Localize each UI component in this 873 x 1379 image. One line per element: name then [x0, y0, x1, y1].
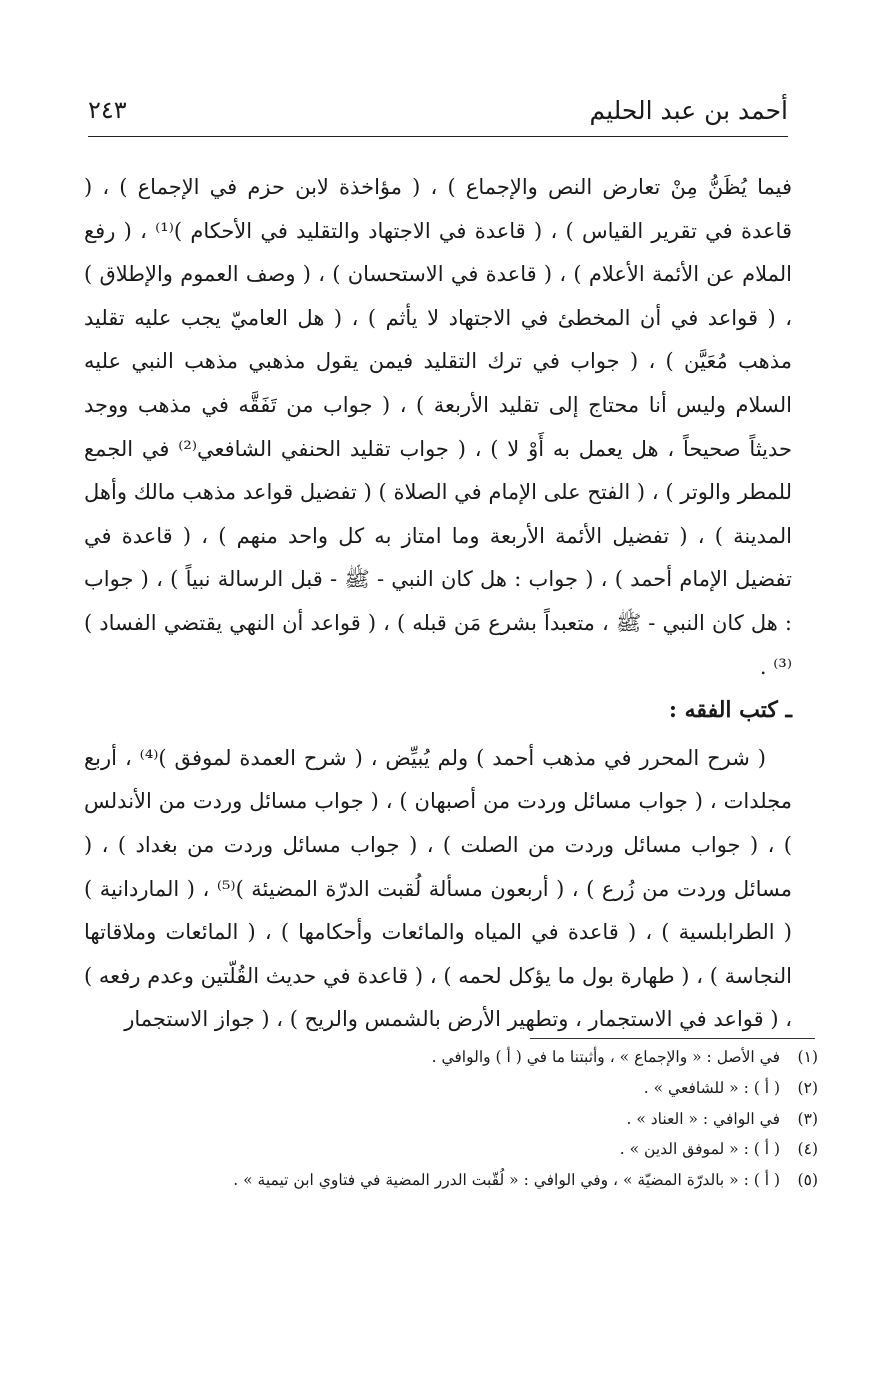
section-heading: ـ كتب الفقه :: [668, 697, 792, 724]
footnote-text: ( أ ) : « للشافعي » .: [643, 1078, 780, 1097]
footnote-text: ( أ ) : « لموفق الدين » .: [619, 1140, 780, 1159]
footnote-rule: [530, 1038, 815, 1039]
footnote-text: في الأصل : « والإجماع » ، وأثبتنا ما في ( أ ) والوافي .: [431, 1048, 780, 1066]
footnote: [150, 1073, 818, 1104]
footnote: [150, 1134, 818, 1165]
footnotes: [150, 1042, 818, 1196]
footnote-number: (٢): [797, 1078, 818, 1097]
footnote-text: ( أ ) : « بالدرّة المضيّة » ، وفي الوافي : « لُقّبت الدرر المضية في فتاوي ابن تيمية » .: [233, 1171, 780, 1190]
footnote-text: في الوافي : « العناد » .: [626, 1109, 780, 1128]
page-number: ٢٤٣: [88, 96, 127, 124]
footnote: [150, 1165, 818, 1196]
page-header: [88, 96, 788, 130]
running-title: أحمد بن عبد الحليم: [589, 96, 788, 125]
paragraph: فيما يُظَنُّ مِنْ تعارض النص والإجماع ) ، ( مؤاخذة لابن حزم في الإجماع ) ، ( قاعدة في تقرير القياس ) ، ( قاعدة في الاجتهاد والتقليد في الأحكام )⁽¹⁾ ، ( رفع الملام عن الأئمة الأعلام ) ، ( قاعدة في الاستحسان ) ، ( وصف العموم والإطلاق ) ، ( قواعد في أن المخطئ في الاجتهاد لا يأثم ) ، ( هل العاميّ يجب عليه تقليد مذهب مُعَيَّن ) ، ( جواب في ترك التقليد فيمن يقول مذهبي مذهب النبي عليه السلام وليس أنا محتاج إلى تقليد الأربعة ) ، ( جواب من تَفَقَّه في مذهب ووجد حديثاً صحيحاً ، هل يعمل به أَوْ لا ) ، ( جواب تقليد الحنفي الشافعي⁽²⁾ في الجمع للمطر والوتر ) ، ( الفتح على الإمام في الصلاة ) ( تفضيل قواعد مذهب مالك وأهل المدينة ) ، ( تفضيل الأئمة الأربعة وما امتاز به كل واحد منهم ) ، ( قاعدة في تفضيل الإمام أحمد ) ، ( جواب : هل كان النبي - ﷺ - قبل الرسالة نبياً ) ، ( جواب : هل كان النبي - ﷺ ، متعبداً بشرع مَن قبله ) ، ( قواعد أن النهي يقتضي الفساد )⁽³⁾ .: [84, 175, 793, 679]
paragraph: ( شرح المحرر في مذهب أحمد ) ولم يُبيِّض ، ( شرح العمدة لموفق )⁽⁴⁾ ، أربع مجلدات ، ( جواب مسائل وردت من أصبهان ) ، ( جواب مسائل وردت من الأندلس ) ، ( جواب مسائل وردت من الصلت ) ، ( جواب مسائل وردت من بغداد ) ، ( مسائل وردت من زُرع ) ، ( أربعون مسألة لُقبت الدرّة المضيئة )⁽⁵⁾ ، ( الماردانية ) ( الطرابلسية ) ، ( قاعدة في المياه والمائعات وأحكامها ) ، ( المائعات وملاقاتها النجاسة ) ، ( طهارة بول ما يؤكل لحمه ) ، ( قاعدة في حديث القُلّتين وعدم رفعه ) ، ( قواعد في الاستجمار ، وتطهير الأرض بالشمس والريح ) ، ( جواز الاستجمار: [84, 745, 793, 1032]
footnote-number: (١): [797, 1048, 818, 1066]
footnote: [150, 1042, 818, 1073]
header-rule: [88, 136, 788, 137]
main-text: [84, 166, 792, 1042]
footnote: [150, 1104, 818, 1135]
footnote-number: (٣): [797, 1109, 818, 1128]
footnote-number: (٥): [797, 1171, 818, 1190]
footnote-number: (٤): [797, 1140, 818, 1159]
